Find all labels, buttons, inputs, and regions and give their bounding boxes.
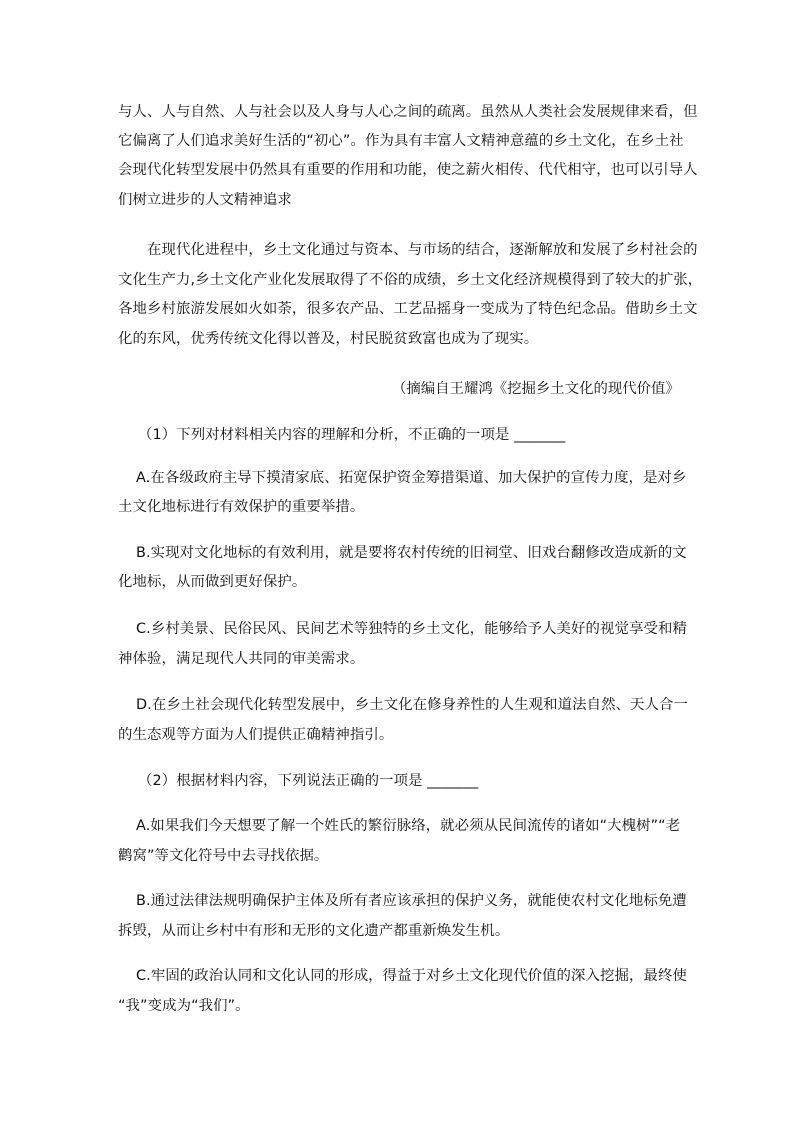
q1-option-a-cont: 土文化地标进行有效保护的重要举措。 <box>118 499 365 515</box>
q1-option-b: B.实现对文化地标的有效利用，就是要将农村传统的旧祠堂、旧戏台翻修改造成新的文 <box>136 545 687 561</box>
passage-line: 文化生产力,乡土文化产业化发展取得了不俗的成绩，乡土文化经济规模得到了较大的扩张， <box>118 272 703 288</box>
question-1-stem: （1）下列对材料相关内容的理解和分析，不正确的一项是 _______ <box>138 427 566 443</box>
question-2-stem: （2）根据材料内容，下列说法正确的一项是 _______ <box>138 773 479 789</box>
passage-line: 它偏离了人们追求美好生活的“初心”。作为具有丰富人文精神意蕴的乡土文化，在乡土社 <box>118 133 684 149</box>
passage-line: 在现代化进程中，乡土文化通过与资本、与市场的结合，逐渐解放和发展了乡村社会的 <box>147 242 698 258</box>
source-citation: （摘编自王耀鸿《挖掘乡土文化的现代价值》 <box>392 381 680 397</box>
passage-line: 各地乡村旅游发展如火如荼，很多农产品、工艺品摇身一变成为了特色纪念品。借助乡土文 <box>118 301 698 317</box>
passage-line: 与人、人与自然、人与社会以及人身与人心之间的疏离。虽然从人类社会发展规律来看，但 <box>118 104 698 120</box>
q1-option-a: A.在各级政府主导下摸清家底、拓宽保护资金筹措渠道、加大保护的宣传力度，是对乡 <box>136 470 687 486</box>
q2-option-c-cont: “我”变成为“我们”。 <box>118 998 250 1014</box>
q2-option-a-cont: 鹳窝”等文化符号中去寻找依据。 <box>118 848 329 864</box>
q2-option-a: A.如果我们今天想要了解一个姓氏的繁衍脉络，就必须从民间流传的诸如“大槐树”“老 <box>136 818 681 834</box>
q1-option-c-cont: 神体验，满足现代人共同的审美需求。 <box>118 651 365 667</box>
q2-option-c: C.牢固的政治认同和文化认同的形成，得益于对乡土文化现代价值的深入挖掘，最终使 <box>136 968 687 984</box>
q1-option-b-cont: 化地标，从而做到更好保护。 <box>118 574 307 590</box>
q2-option-b-cont: 拆毁，从而让乡村中有形和无形的文化遗产都重新焕发生机。 <box>118 923 510 939</box>
passage-line: 会现代化转型发展中仍然具有重要的作用和功能，使之薪火相传、代代相守，也可以引导人 <box>118 162 698 178</box>
passage-line: 化的东风，优秀传统文化得以普及，村民脱贫致富也成为了现实。 <box>118 331 539 347</box>
q1-option-d-cont: 的生态观等方面为人们提供正确精神指引。 <box>118 727 394 743</box>
q1-option-d: D.在乡土社会现代化转型发展中，乡土文化在修身养性的人生观和道法自然、天人合一 <box>136 697 689 713</box>
q1-option-c: C.乡村美景、民俗民风、民间艺术等独特的乡土文化，能够给予人美好的视觉享受和精 <box>136 621 687 637</box>
q2-option-b: B.通过法律法规明确保护主体及所有者应该承担的保护义务，就能使农村文化地标免遭 <box>136 893 687 909</box>
passage-line: 们树立进步的人文精神追求 <box>118 192 292 208</box>
